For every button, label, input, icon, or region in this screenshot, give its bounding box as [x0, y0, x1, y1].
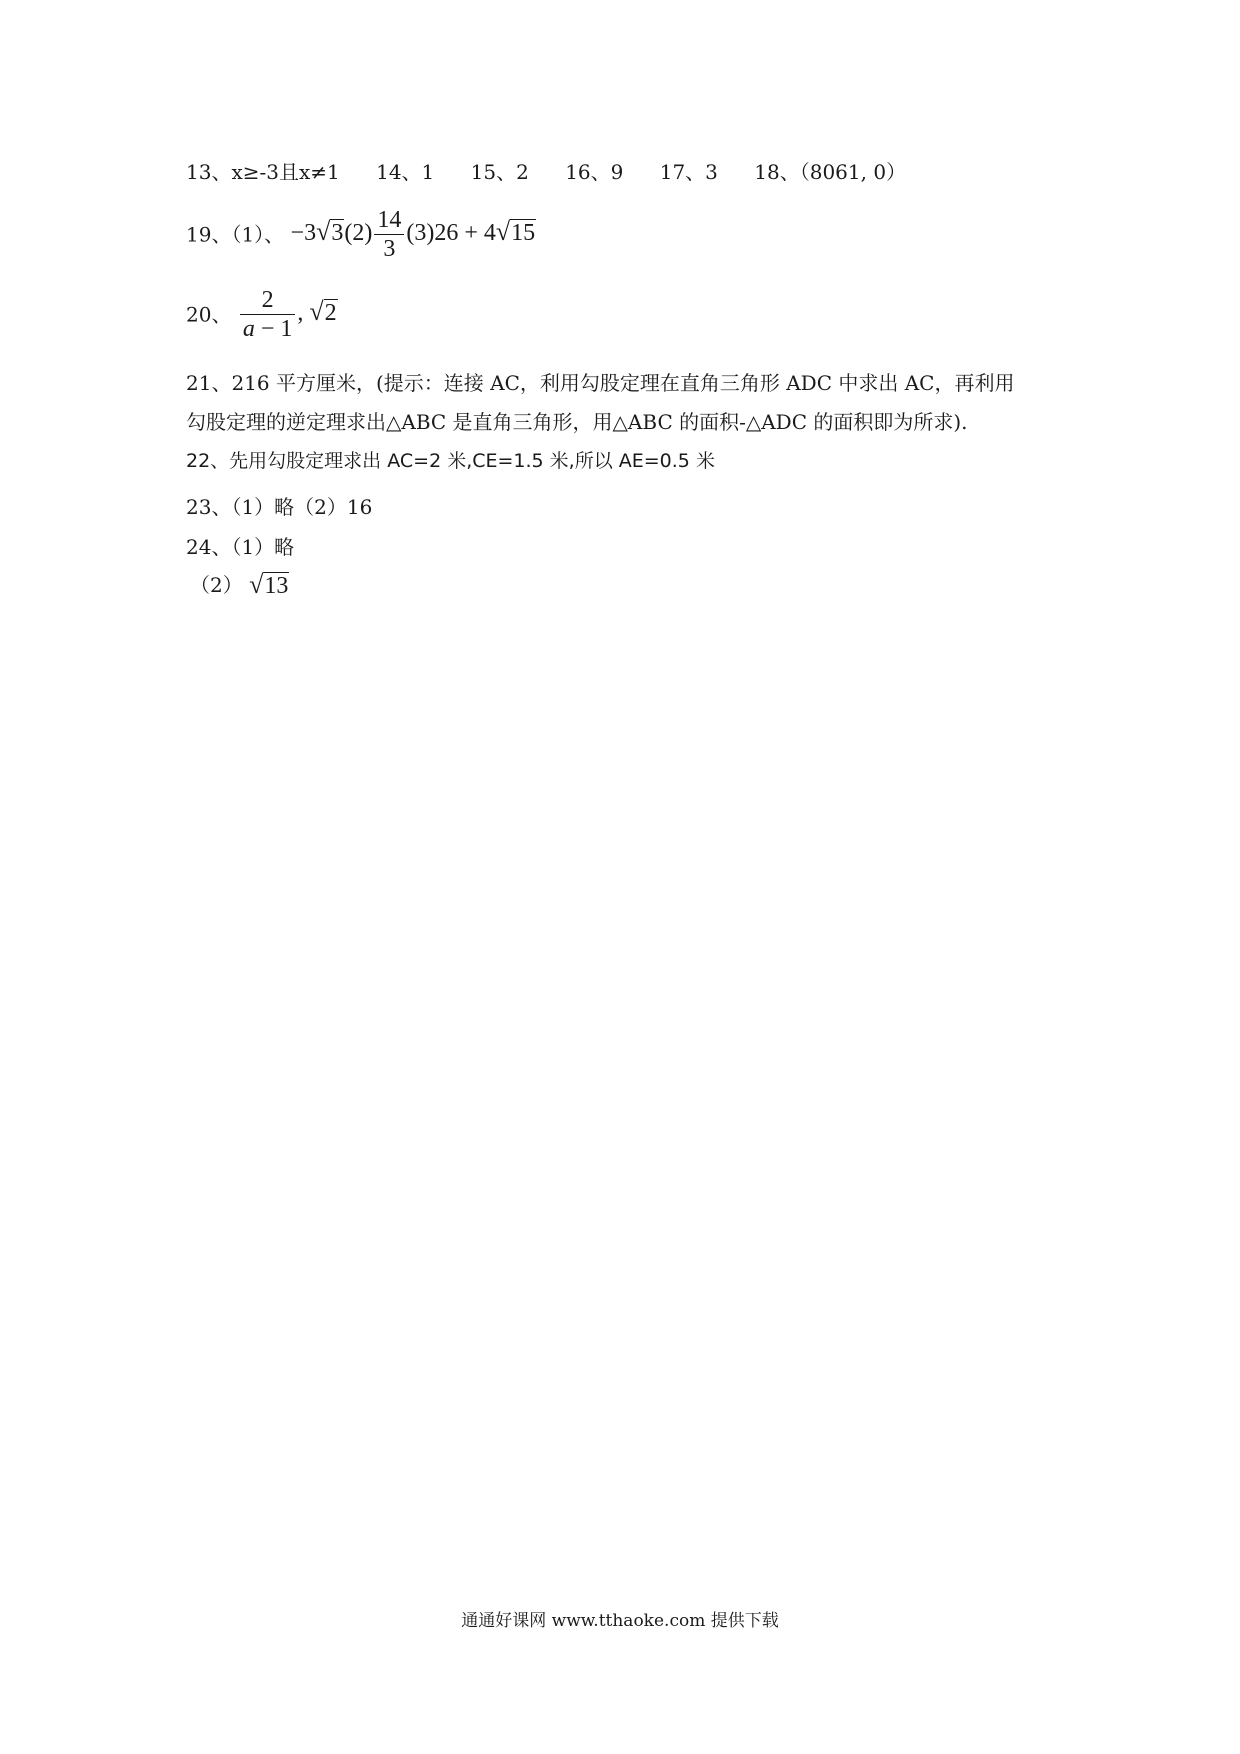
answer-13: 13、x≥-3且x≠1	[186, 160, 340, 184]
fraction-2-over-a-minus-1	[240, 288, 296, 341]
sqrt-15-value: 15	[511, 220, 536, 247]
sqrt-3	[316, 219, 344, 245]
answer-19	[186, 208, 536, 261]
answers-13-to-18	[186, 162, 906, 182]
answer-20	[186, 288, 338, 341]
answer-19-math	[290, 207, 537, 262]
answer-24-math	[249, 570, 289, 599]
sqrt-13	[249, 572, 289, 598]
sqrt-2-value: 2	[324, 300, 337, 327]
answer-15: 15、2	[470, 160, 529, 184]
fraction-numerator: 14	[374, 208, 404, 235]
sqrt-3-value: 3	[331, 220, 344, 247]
fraction-denominator	[240, 315, 296, 341]
answer-24-part2-label: （2）	[190, 573, 243, 597]
answer-14: 14、1	[376, 160, 435, 184]
answer-20-math	[238, 287, 338, 342]
radical-sign-icon: √	[309, 297, 324, 327]
answer-18: 18、（8061, 0）	[754, 160, 907, 184]
answer-23: 23、（1）略（2）16	[186, 495, 373, 519]
fraction-14-over-3	[374, 208, 404, 261]
answer-20-comma: ,	[297, 300, 304, 327]
fraction-numerator: 2	[240, 288, 296, 315]
answer-20-label: 20、	[186, 302, 232, 327]
answer-21-line-1: 21、216 平方厘米，(提示：连接 AC，利用勾股定理在直角三角形 ADC 中求出 AC，再利用	[186, 371, 1015, 395]
answer-19-part2-label: (2)	[344, 220, 373, 247]
sqrt-15	[496, 219, 536, 245]
answer-16: 16、9	[565, 160, 624, 184]
answer-22: 22、先用勾股定理求出 AC=2 米,CE=1.5 米,所以 AE=0.5 米	[186, 450, 715, 472]
sqrt-13-value: 13	[264, 573, 289, 599]
answer-24-line-1: 24、（1）略	[186, 535, 295, 559]
answer-19-part3: (3)26 + 4	[406, 220, 496, 247]
answer-21-line-2: 勾股定理的逆定理求出△ABC 是直角三角形，用△ABC 的面积-△ADC 的面积即为所求).	[186, 410, 968, 434]
radical-sign-icon: √	[495, 217, 511, 247]
denominator-rest: − 1	[254, 316, 293, 342]
radical-sign-icon: √	[249, 570, 264, 599]
page-footer: 通通好课网 www.tthaoke.com 提供下载	[461, 1611, 779, 1631]
answer-19-neg3: −3	[290, 220, 317, 247]
answer-24-line-2	[190, 572, 289, 598]
sqrt-2	[309, 299, 337, 325]
answer-19-label: 19、（1）、	[186, 222, 285, 247]
fraction-denominator: 3	[383, 236, 396, 262]
variable-a: a	[242, 316, 255, 342]
radical-sign-icon: √	[316, 217, 331, 247]
answer-17: 17、3	[659, 160, 718, 184]
